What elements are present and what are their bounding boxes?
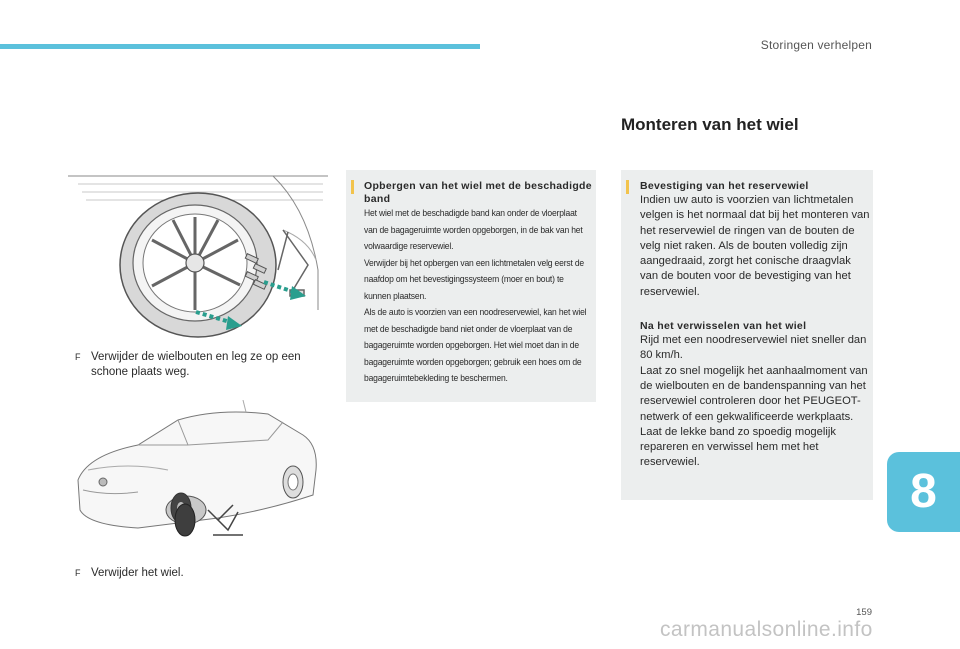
storage-info-box [346, 170, 596, 402]
section-title: Monteren van het wiel [621, 115, 799, 134]
fixing-paragraph: Indien uw auto is voorzien van lichtmetalen velgen is het normaal dat bij het monteren van het reservewiel de ringen van de bouten de velg niet raken. Als de bouten volledig zijn aangedraaid, zorgt het conische draagvlak van de bouten voor de bevestiging van het reservewiel. [640, 194, 870, 298]
step-text: Verwijder het wiel. [91, 567, 184, 579]
chapter-tab [887, 452, 960, 532]
header-accent-bar [0, 44, 480, 49]
step-bullet: F [75, 352, 81, 362]
chapter-number: 8 [910, 465, 937, 518]
car-jack-illustration [68, 400, 330, 550]
after-change-subtitle: Na het verwisselen van het wiel [640, 320, 807, 333]
storage-paragraph-1: Het wiel met de beschadigde band kan onder de vloerplaat van de bagageruimte worden opgeborgen, in de bak van het volwaardige reservewiel. [364, 208, 583, 252]
after-change-line-2: Laat zo snel mogelijk het aanhaalmoment van de wielbouten en de bandenspanning van het reservewiel controleren door het PEUGEOT-netwerk of een gekwalificeerde werkplaats. [640, 364, 868, 423]
step-remove-bolts [75, 350, 315, 380]
marker-bar [351, 180, 354, 194]
fixing-box-title: Bevestiging van het reservewiel [640, 180, 809, 192]
storage-paragraph-3: Als de auto is voorzien van een noodreservewiel, kan het wiel met de beschadigde band niet onder de vloerplaat van de bagageruimte worden opgeborgen. Het wiel moet dan in de bagageruimte worden opgeborgen; gebruik een hoes om de bagageruimtebekleding te beschermen. [364, 307, 587, 384]
marker-bar [626, 180, 629, 194]
step-bullet: F [75, 568, 81, 578]
storage-paragraph-2: Verwijder bij het opbergen van een lichtmetalen velg eerst de naafdop om het bevestigingssysteem (moer en bout) te kunnen plaatsen. [364, 257, 585, 302]
step-text: Verwijder de wielbouten en leg ze op een schone plaats weg. [91, 351, 301, 378]
storage-box-title: Opbergen van het wiel met de beschadigde band [364, 180, 592, 205]
chapter-title: Storingen verhelpen [760, 38, 872, 52]
after-change-line-1: Rijd met een noodreservewiel niet sneller dan 80 km/h. [640, 334, 867, 362]
after-change-line-3: Laat de lekke band zo spoedig mogelijk repareren en verwissel hem met het reservewiel. [640, 425, 836, 469]
fixing-info-box [621, 170, 873, 500]
page-number: 159 [856, 607, 872, 618]
step-remove-wheel [75, 566, 315, 581]
wheel-removal-illustration [68, 170, 330, 340]
watermark: carmanualsonline.info [660, 618, 873, 641]
